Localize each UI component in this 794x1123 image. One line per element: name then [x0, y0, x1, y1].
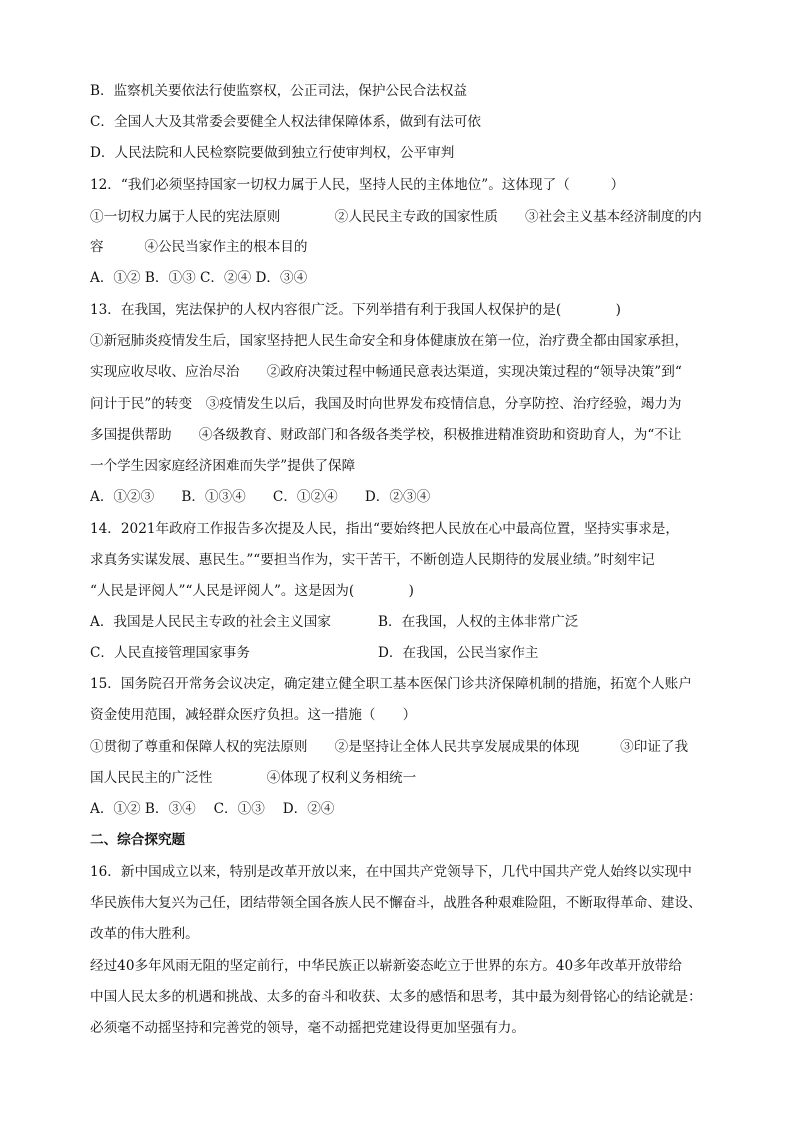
q16-para2-line1: 经过40多年风雨无阻的坚定前行，中华民族正以崭新姿态屹立于世界的东方。40多年改革开放带给	[90, 958, 682, 974]
q13-stem: 13．在我国，宪法保护的人权内容很广泛。下列举措有利于我国人权保护的是( )	[90, 302, 621, 318]
q16-para1-line3: 改革的伟大胜利。	[90, 926, 199, 942]
q14-option-a: A．我国是人民民主专政的社会主义国家	[90, 614, 331, 630]
q13-items-line3: 问计于民”的转变 ③疫情发生以后，我国及时向世界发布疫情信息，分享防控、治疗经验，竭力为	[90, 396, 682, 412]
q13-items-line1: ①新冠肺炎疫情发生后，国家坚持把人民生命安全和身体健康放在第一位，治疗费全都由国家承担，	[90, 333, 689, 349]
q16-para1-line1: 16．新中国成立以来，特别是改革开放以来，在中国共产党领导下，几代中国共产党人始终以实现中	[90, 864, 692, 880]
q15-items-line1: ①贯彻了尊重和保障人权的宪法原则 ②是坚持让全体人民共享发展成果的体现 ③印证了我	[90, 739, 689, 755]
q12-items-line2: 容 ④公民当家作主的根本目的	[90, 239, 308, 255]
q14-option-b: B．在我国，人权的主体非常广泛	[378, 614, 579, 630]
q16-para1-line2: 华民族伟大复兴为己任，团结带领全国各族人民不懈奋斗，战胜各种艰难险阻，不断取得革命、建设、	[90, 895, 702, 911]
q11-option-d: D．人民法院和人民检察院要做到独立行使审判权，公平审判	[90, 145, 455, 161]
q15-stem-line2: 资金使用范围，减轻群众医疗负担。这一措施（ ）	[90, 707, 417, 723]
q12-stem: 12．“我们必须坚持国家一切权力属于人民，坚持人民的主体地位”。这体现了（ ）	[90, 177, 625, 193]
q15-options: A．①② B．③④ C．①③ D．②④	[90, 801, 335, 817]
q11-option-c: C．全国人大及其常委会要健全人权法律保障体系，做到有法可依	[90, 114, 482, 130]
q11-option-b: B．监察机关要依法行使监察权，公正司法，保护公民合法权益	[90, 83, 468, 99]
q16-para2-line3: 必须毫不动摇坚持和完善党的领导，毫不动摇把党建设得更加坚强有力。	[90, 1020, 525, 1036]
q14-stem-line1: 14．2021年政府工作报告多次提及人民，指出“要始终把人民放在心中最高位置，坚持实事求是，	[90, 521, 679, 537]
q13-items-line5: 一个学生因家庭经济困难而失学”提供了保障	[90, 458, 356, 474]
q16-para2-line2: 中国人民太多的机遇和挑战、太多的奋斗和收获、太多的感悟和思考，其中最为刻骨铭心的结论就是：	[90, 989, 702, 1005]
q12-options: A．①② B．①③ C．②④ D．③④	[90, 270, 308, 286]
q14-option-d: D．在我国，公民当家作主	[378, 645, 539, 661]
q14-option-c: C．人民直接管理国家事务	[90, 645, 250, 661]
section-heading: 二、综合探究题	[90, 832, 186, 848]
q12-items-line1: ①一切权力属于人民的宪法原则 ②人民民主专政的国家性质 ③社会主义基本经济制度的内	[90, 209, 702, 225]
q14-stem-line2: 求真务实谋发展、惠民生。”“要担当作为，实干苦干，不断创造人民期待的发展业绩。”时刻牢记	[90, 552, 655, 568]
q15-items-line2: 国人民民主的广泛性 ④体现了权利义务相统一	[90, 770, 417, 786]
q15-stem-line1: 15．国务院召开常务会议决定，确定建立健全职工基本医保门诊共济保障机制的措施，拓宽个人账户	[90, 676, 692, 692]
q14-stem-line3: “人民是评阅人”“人民是评阅人”。这是因为( )	[90, 583, 414, 599]
q13-options: A．①②③ B．①③④ C．①②④ D．②③④	[90, 489, 431, 505]
q13-items-line4: 多国提供帮助 ④各级教育、财政部门和各级各类学校，积极推进精准资助和资助育人，为“不让	[90, 427, 682, 443]
q13-items-line2: 实现应收尽收、应治尽治 ②政府决策过程中畅通民意表达渠道，实现决策过程的“领导决策”到“	[90, 364, 682, 380]
